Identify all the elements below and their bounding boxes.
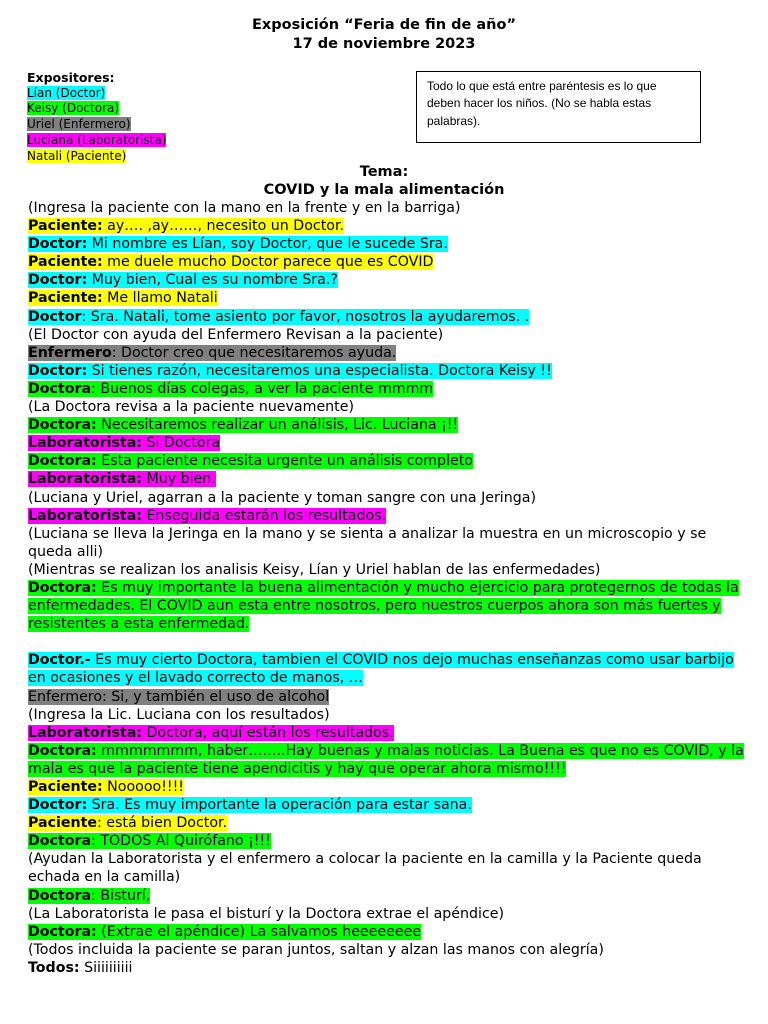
line-text: : Bisturí, (91, 887, 151, 904)
line-text: (Luciana se lleva la Jeringa en la mano y se sienta a analizar la muestra en un microscopio y se queda alli) (28, 525, 707, 560)
dialogue-line (28, 742, 744, 778)
dialogue-line (28, 814, 744, 832)
speaker-label: Doctora: (28, 579, 97, 596)
expositores-heading: Expositores: (27, 70, 115, 85)
line-text: : Sra. Natali, tome asiento por favor, nosotros la ayudaremos. . (81, 308, 530, 325)
line-text: Muy bien, Cual es su nombre Sra.? (87, 272, 338, 289)
dialogue-line (28, 452, 744, 470)
expositores-list (27, 70, 166, 164)
line-text: ay…. ,ay……, necesito un Doctor. (102, 218, 344, 235)
document-date: 17 de noviembre 2023 (292, 36, 476, 52)
speaker-label: Doctora (28, 887, 92, 904)
speaker-label: Doctora: (28, 742, 97, 759)
speaker-label: Paciente: (28, 254, 103, 271)
line-text: Siiiiiiiiii (79, 959, 133, 976)
expositor-item (27, 133, 166, 149)
dialogue-line (28, 344, 744, 362)
tema-title: COVID y la mala alimentación (263, 182, 505, 198)
dialogue-line (28, 271, 744, 289)
speaker-label: Laboratorista: (28, 435, 142, 452)
dialogue-line (28, 434, 744, 452)
line-text: : está bien Doctor. (97, 815, 228, 832)
speaker-label: Laboratorista: (28, 471, 142, 488)
line-text: Esta paciente necesita urgente un análisis completo (96, 453, 473, 470)
dialogue-line (28, 832, 744, 850)
blank-line (28, 633, 744, 651)
line-text: Necesitaremos realizar un análisis, Lic. Luciana ¡!! (96, 417, 459, 434)
expositor-item (27, 149, 166, 165)
dialogue-line (28, 362, 744, 380)
speaker-label: Doctor: (28, 272, 88, 289)
line-text: (Ayudan la Laboratorista y el enfermero a colocar la paciente en la camilla y la Paciente queda echada en la camilla) (28, 851, 702, 886)
speaker-label: Doctor: (28, 797, 88, 814)
speaker-label: Doctora: (28, 453, 97, 470)
stage-direction (28, 525, 744, 561)
expositor-item (27, 86, 166, 102)
speaker-label: Enfermero (28, 344, 112, 361)
dialogue-line (28, 308, 744, 326)
stage-direction (28, 941, 744, 959)
line-text: : Buenos días colegas, a ver la paciente mmmm (91, 380, 434, 397)
line-text: (Mientras se realizan los analisis Keisy, Lían y Uriel hablan de las enfermedades) (28, 561, 601, 578)
stage-direction (28, 326, 744, 344)
dialogue-line (28, 217, 744, 235)
stage-direction (28, 706, 744, 724)
line-text: mmmmmmm, haber……..Hay buenas y malas noticias. La Buena es que no es COVID, y la mala es que la paciente tiene apendicitis y hay que operar ahora mismo!!!! (28, 742, 744, 777)
speaker-label: Laboratorista: (28, 507, 142, 524)
document-title: Exposición “Feria de fin de año” (252, 17, 516, 33)
line-text: Enfermero: Si, y también el uso de alcohol (28, 688, 330, 705)
line-text: me duele mucho Doctor parece que es COVID (102, 254, 434, 271)
dialogue-line (28, 507, 744, 525)
speaker-label: Doctora (28, 833, 92, 850)
stage-direction (28, 905, 744, 923)
tema-label: Tema: (359, 164, 409, 180)
dialogue-script (28, 199, 744, 977)
dialogue-line (28, 416, 744, 434)
line-text: Sra. Es muy importante la operación para estar sana. (87, 797, 472, 814)
line-text: Doctora, aquí están los resultados. (141, 724, 394, 741)
expositor-name: Luciana (Laboratorista) (27, 132, 167, 147)
line-text: (Luciana y Uriel, agarran a la paciente y toman sangre con una Jeringa) (28, 489, 536, 506)
expositor-name: Lían (Doctor) (27, 85, 106, 100)
speaker-label: Doctora: (28, 417, 97, 434)
expositor-name: Uriel (Enfermero) (27, 117, 131, 132)
line-text: (Extrae el apéndice) La salvamos heeeeeeee (96, 923, 422, 940)
speaker-label: Paciente (28, 815, 97, 832)
instructions-note: Todo lo que está entre paréntesis es lo que deben hacer los niños. (No se habla estas palabras). (416, 71, 701, 143)
expositor-item (27, 117, 166, 133)
stage-direction (28, 489, 744, 507)
line-text: Muy bien. (141, 471, 216, 488)
speaker-label: Paciente: (28, 290, 103, 307)
line-text: (La Laboratorista le pasa el bisturí y la Doctora extrae el apéndice) (28, 905, 505, 922)
stage-direction (28, 398, 744, 416)
dialogue-line (28, 380, 744, 398)
line-text: Es muy importante la buena alimentación y mucho ejercicio para protegernos de todas la enfermedades. El COVID aun esta entre nosotros, pero nuestros cuerpos ahora son más fuertes y resistentes a esta enfermedad. (28, 579, 739, 633)
speaker-label: Doctor.- (28, 652, 91, 669)
line-text: Enseguida estarán los resultados. (141, 507, 387, 524)
line-text: (Ingresa la paciente con la mano en la frente y en la barriga) (28, 200, 461, 216)
stage-direction (28, 850, 744, 886)
line-text: (El Doctor con ayuda del Enfermero Revisan a la paciente) (28, 326, 444, 343)
speaker-label: Doctora (28, 380, 92, 397)
line-text: Mi nombre es Lían, soy Doctor, que le sucede Sra. (87, 236, 448, 253)
dialogue-line (28, 579, 744, 633)
speaker-label: Doctor (28, 308, 82, 325)
line-text: : TODOS Al Quirófano ¡!!! (91, 833, 271, 850)
speaker-label: Laboratorista: (28, 724, 142, 741)
expositor-name: Natali (Paciente) (27, 148, 127, 163)
line-text: Si tienes razón, necesitaremos una especialista. Doctora Keisy !! (87, 362, 552, 379)
line-text: Nooooo!!!! (102, 779, 184, 795)
expositor-name: Keisy (Doctora) (27, 101, 120, 116)
stage-direction (28, 561, 744, 579)
dialogue-line (28, 778, 744, 796)
dialogue-line (28, 724, 744, 742)
dialogue-line (28, 470, 744, 488)
line-text: Si Doctora (141, 435, 221, 452)
dialogue-line (28, 253, 744, 271)
dialogue-line (28, 796, 744, 814)
line-text: (La Doctora revisa a la paciente nuevamente) (28, 399, 354, 416)
dialogue-line (28, 923, 744, 941)
speaker-label: Paciente: (28, 218, 103, 235)
line-text: : Doctor creo que necesitaremos ayuda. (111, 344, 397, 361)
expositor-item (27, 101, 166, 117)
dialogue-line (28, 959, 744, 977)
line-text: (Ingresa la Lic. Luciana con los resultados) (28, 706, 330, 723)
speaker-label: Paciente: (28, 779, 103, 795)
speaker-label: Doctor: (28, 362, 88, 379)
stage-direction (28, 199, 744, 217)
dialogue-line (28, 235, 744, 253)
speaker-label: Doctor: (28, 236, 88, 253)
line-text: (Todos incluida la paciente se paran juntos, saltan y alzan las manos con alegría) (28, 941, 604, 958)
speaker-label: Todos: (28, 959, 80, 976)
speaker-label: Doctora: (28, 923, 97, 940)
stage-direction (28, 688, 744, 706)
dialogue-line (28, 887, 744, 905)
dialogue-line (28, 289, 744, 307)
line-text: Me llamo Natali (102, 290, 218, 307)
line-text: Es muy cierto Doctora, tambien el COVID nos dejo muchas enseñanzas como usar barbijo en ocasiones y el lavado correcto de manos, … (28, 652, 734, 687)
dialogue-line (28, 651, 744, 687)
